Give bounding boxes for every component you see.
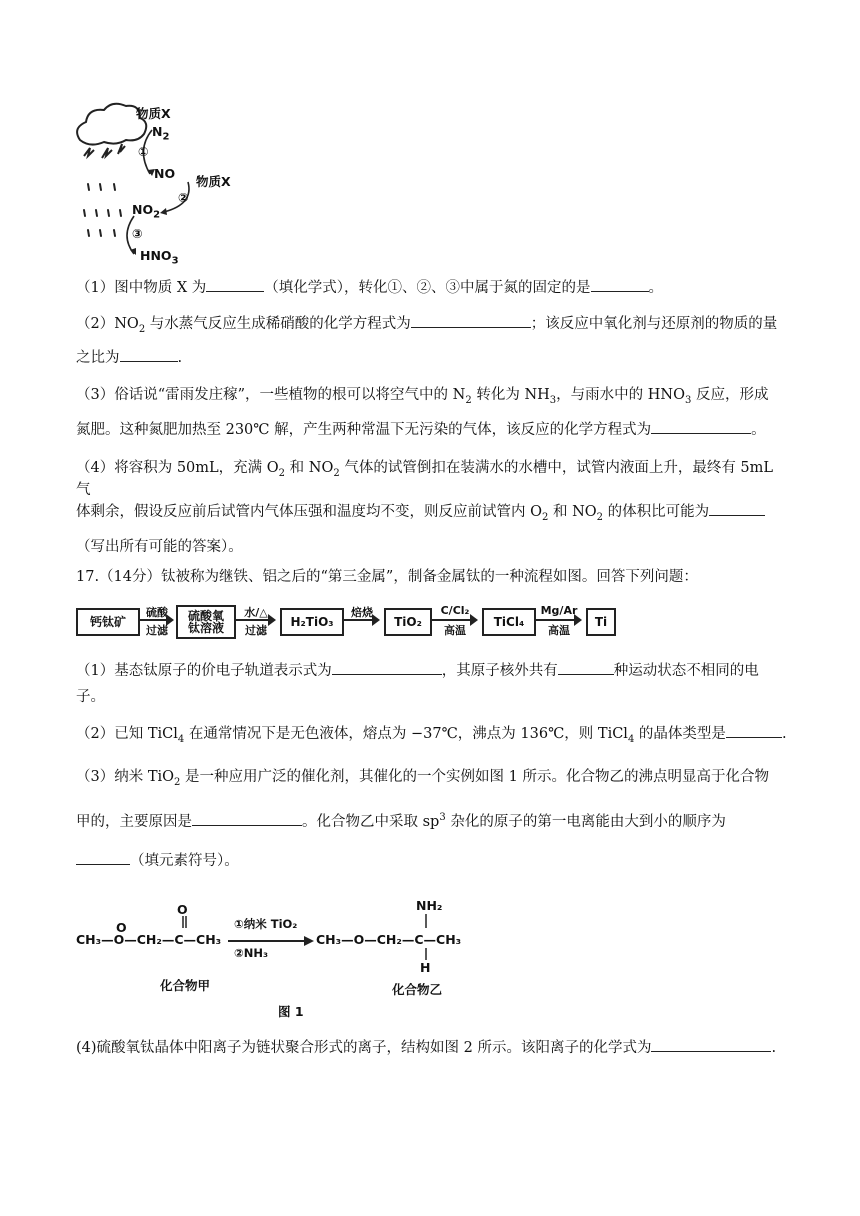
compound-b-formula: CH₃—O—CH₂—C—CH₃	[316, 932, 462, 947]
substance-x-label-right: 物质X	[196, 174, 231, 189]
flow-arrow-4: C/Cl₂ 高温	[432, 604, 478, 636]
flow-box-ticl4: TiCl₄	[482, 608, 536, 636]
answer-blank[interactable]	[120, 347, 178, 362]
flow-box-tio2: TiO₂	[384, 608, 432, 636]
answer-blank[interactable]	[709, 501, 765, 516]
reaction-condition-1: ①纳米 TiO₂	[234, 917, 298, 931]
answer-blank[interactable]	[411, 313, 531, 328]
q16-part3: （3）俗话说“雷雨发庄稼”，一些植物的根可以将空气中的 $N_2$ 转化为 $NH_3$，与雨水中的 $HNO_3$ 反应，形成	[76, 387, 769, 406]
compound-b-label: 化合物乙	[392, 982, 443, 997]
titanium-process-flowchart	[76, 604, 616, 636]
q17-intro: 17.（14分）钛被称为继铁、铝之后的“第三金属”，制备金属钛的一种流程如图。回答下列问题：	[76, 569, 698, 585]
q17-part3: （3）纳米 TiO$_2$ 是一种应用广泛的催化剂，其催化的一个实例如图 1 所示。化合物乙的沸点明显高于化合物	[76, 769, 769, 788]
carbonyl-oxygen: O	[116, 920, 127, 935]
flow-arrow-2: 水/△ 过滤	[236, 604, 276, 636]
q16-part3-cont: 氮肥。这种氮肥加热至 230℃ 解，产生两种常温下无污染的气体，该反应的化学方程式为 。	[76, 419, 790, 441]
answer-blank[interactable]	[651, 1037, 771, 1052]
n2-label: $N_2$	[152, 124, 170, 143]
answer-blank[interactable]	[192, 811, 302, 826]
flow-arrow-1: 硫酸 过滤	[140, 604, 174, 636]
q17-part2: （2）已知 TiCl$_4$ 在通常情况下是无色液体，熔点为 −37℃，沸点为 136℃，则 TiCl$_4$ 的晶体类型是 .	[76, 723, 790, 745]
q16-part4: （4）将容积为 50mL，充满 $O_2$ 和 $NO_2$ 气体的试管倒扣在装满水的水槽中，试管内液面上升，最终有 5mL 气	[76, 460, 774, 498]
q17-part1: （1）基态钛原子的价电子轨道表示式为 ，其原子核外共有 种运动状态不相同的电	[76, 660, 790, 682]
reaction-condition-2: ②NH₃	[234, 946, 269, 960]
answer-blank[interactable]	[651, 419, 751, 434]
q16-part1: （1）图中物质 X 为 （填化学式），转化①、②、③中属于氮的固定的是 。	[76, 277, 790, 299]
answer-blank[interactable]	[726, 723, 782, 738]
q16-part4-cont: 体剩余，假设反应前后试管内气体压强和温度均不变，则反应前试管内 $O_2$ 和 $NO_2$ 的体积比可能为	[76, 501, 790, 523]
q17-part3-cont2: （填元素符号）。	[76, 850, 790, 872]
flow-box-perovskite: 钙钛矿	[76, 608, 140, 636]
nitrogen-cycle-figure	[70, 100, 270, 270]
flow-box-ti: Ti	[586, 608, 616, 636]
carbonyl-o-label: O	[177, 902, 188, 917]
figure-1-caption: 图 1	[278, 1004, 304, 1019]
cloud-rain-illustration	[70, 100, 270, 270]
answer-blank[interactable]	[76, 850, 130, 865]
amine-group: NH₂	[416, 898, 443, 913]
flow-arrow-3: 焙烧	[344, 604, 380, 636]
q16-part2-cont: 之比为 .	[76, 347, 790, 369]
q16-part4-note: （写出所有可能的答案）。	[76, 539, 243, 555]
hydrogen-label: H	[420, 960, 431, 975]
step1-label: ①	[138, 144, 149, 159]
compound-a-label: 化合物甲	[160, 978, 211, 993]
flow-box-h2tio3: H₂TiO₃	[280, 608, 344, 636]
arrow-head-icon	[372, 614, 380, 626]
answer-blank[interactable]	[332, 660, 442, 675]
q17-part1-cont: 子。	[76, 689, 105, 705]
no2-label: $NO_2$	[132, 202, 161, 221]
answer-blank[interactable]	[558, 660, 614, 675]
flow-box-titanyl-sulfate: 硫酸氧 钛溶液	[176, 605, 236, 639]
step2-label: ②	[178, 190, 189, 205]
q17-part3-cont: 甲的，主要原因是 。化合物乙中采取 $sp^3$ 杂化的原子的第一电离能由大到小的顺序为	[76, 812, 726, 830]
no-label: NO	[154, 166, 176, 181]
q16-part2: $(2)NO_2$ 与水蒸气反应生成稀硝酸的化学方程式为 ；该反应中氧化剂与还原剂的物质的量	[76, 313, 790, 335]
step3-label: ③	[132, 226, 143, 241]
flow-arrow-5: Mg/Ar 高温	[536, 604, 582, 636]
compound-a-formula: CH₃—O—CH₂—C—CH₃	[76, 932, 222, 947]
hno3-label: $HNO_3$	[140, 248, 179, 267]
figure-1-reaction	[76, 886, 496, 1026]
q17-part4: (4)硫酸氧钛晶体中阳离子为链状聚合形式的离子，结构如图 2 所示。该阳离子的化学式为 .	[76, 1037, 790, 1059]
answer-blank[interactable]	[206, 277, 264, 292]
substance-x-label-top: 物质X	[136, 106, 171, 121]
answer-blank[interactable]	[591, 277, 649, 292]
